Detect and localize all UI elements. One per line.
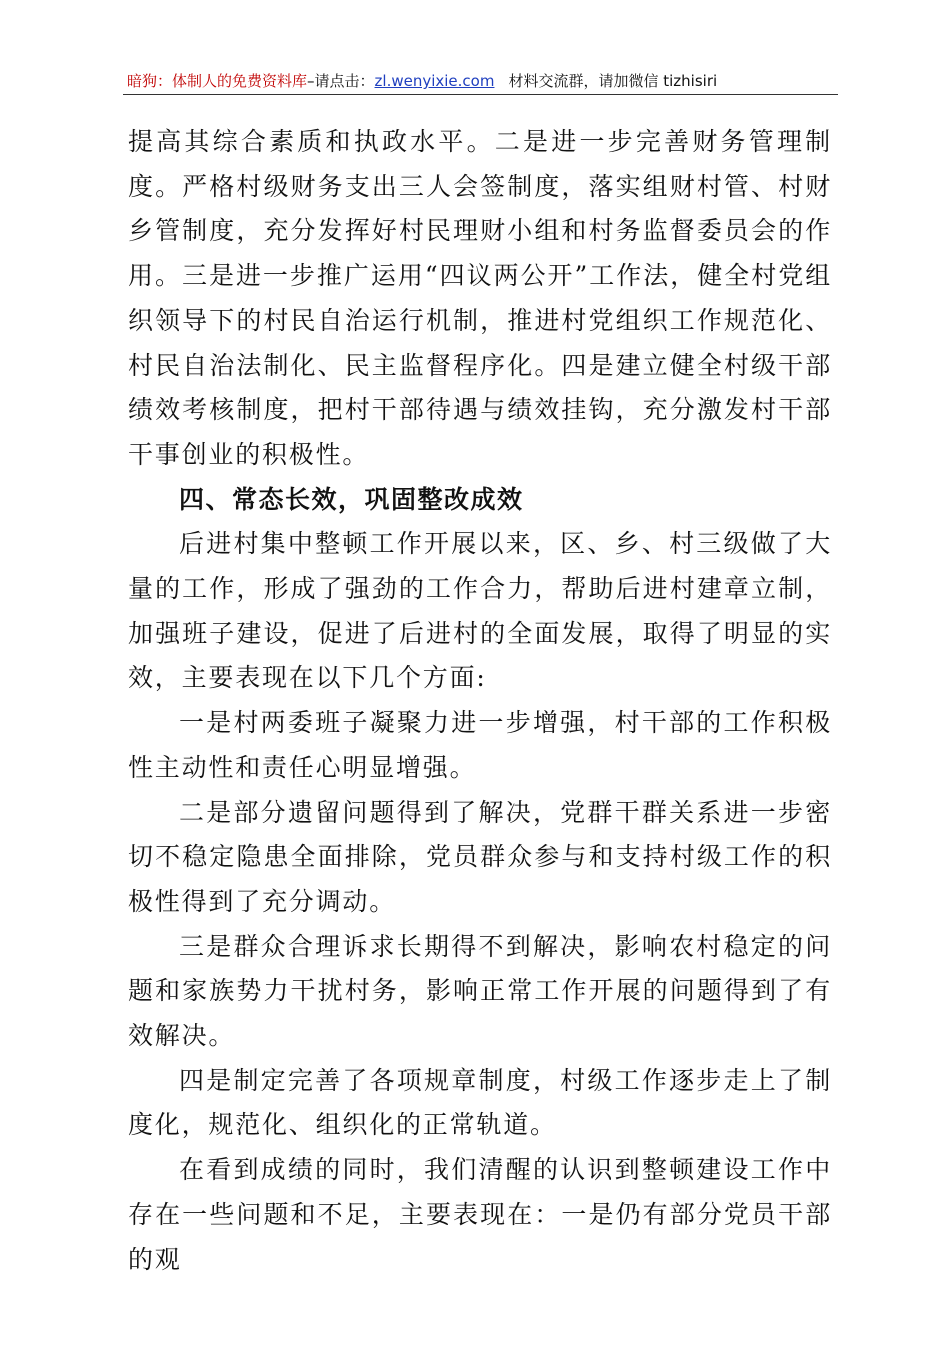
header-click-prompt: –请点击： [307, 72, 375, 90]
paragraph-overview: 后进村集中整顿工作开展以来，区、乡、村三级做了大量的工作，形成了强劲的工作合力，帮助后进村建章立制，加强班子建设，促进了后进村的全面发展，取得了明显的实效，主要表现在以下几个方面: [128, 529, 832, 693]
header-group-note: 材料交流群，请加微信 tizhisiri [508, 72, 718, 90]
header-url-link[interactable]: zl.wenyixie.com [374, 72, 495, 90]
paragraph-point-1: 一是村两委班子凝聚力进一步增强，村干部的工作积极性主动性和责任心明显增强。 [128, 708, 832, 782]
section-heading-4: 四、常态长效，巩固整改成效 [179, 484, 524, 514]
paragraph-shortcomings: 在看到成绩的同时，我们清醒的认识到整顿建设工作中存在一些问题和不足，主要表现在：一是仍有部分党员干部的观 [128, 1155, 832, 1274]
header-divider [123, 94, 838, 95]
paragraph-point-3: 三是群众合理诉求长期得不到解决，影响农村稳定的问题和家族势力干扰村务，影响正常工作开展的问题得到了有效解决。 [128, 931, 832, 1051]
paragraph-continued: 提高其综合素质和执政水平。二是进一步完善财务管理制度。严格村级财务支出三人会签制度，落实组财村管、村财乡管制度，充分发挥好村民理财小组和村务监督委员会的作用。三是进一步推广运用“四议两公开”工作法，健全村党组织领导下的村民自治运行机制，推进村党组织工作规范化、村民自治法制化、民主监督程序化。四是建立健全村级干部绩效考核制度，把村干部待遇与绩效挂钩，充分激发村干部干事创业的积极性。 [128, 127, 832, 469]
document-body [128, 120, 832, 1282]
paragraph-point-2: 二是部分遗留问题得到了解决，党群干群关系进一步密切不稳定隐患全面排除，党员群众参与和支持村级工作的积极性得到了充分调动。 [128, 797, 832, 916]
header-source-name: 暗狗：体制人的免费资料库 [127, 72, 308, 90]
page-header [127, 68, 837, 94]
paragraph-point-4: 四是制定完善了各项规章制度，村级工作逐步走上了制度化，规范化、组织化的正常轨道。 [128, 1065, 832, 1140]
